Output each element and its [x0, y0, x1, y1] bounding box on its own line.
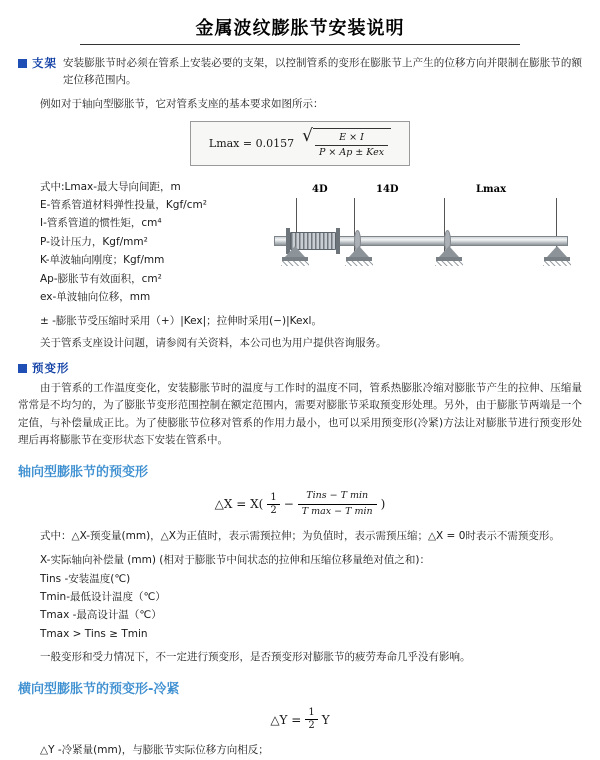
formula-lmax-denominator: P × Ap ± Kex	[315, 145, 388, 159]
document-page	[0, 14, 600, 757]
diagram-label-4d: 4D	[312, 183, 328, 195]
definition-item: E-管系管道材料弹性投量，Kgf/cm²	[40, 199, 207, 212]
definition-item: P-设计压力，Kgf/mm²	[40, 235, 148, 248]
section1-definitions	[18, 178, 268, 307]
section-heading-predeform: 预变形	[18, 360, 582, 376]
formula-delta-y-half: $\frac{1}{2}$	[305, 707, 317, 732]
section1-definition-last	[18, 312, 582, 330]
sqrt-icon: √ $\frac{E \times I}{\text{P × Ap ± Kex}}$	[302, 128, 391, 159]
formula-delta-x-fraction: Tins − T min T max − T min	[298, 490, 377, 518]
formula-lmax	[18, 121, 582, 166]
support-anchor	[544, 246, 570, 266]
definition-item: 式中:Lmax-最大导向间距，m	[40, 180, 181, 193]
flange-right	[336, 228, 340, 254]
definition-item: X-实际轴向补偿量 (mm) (相对于膨胀节中间状态的拉伸和压缩位移量绝对值之和)：	[40, 554, 430, 567]
formula-lmax-lhs: Lmax = 0.0157	[208, 136, 295, 150]
document-body	[0, 55, 600, 760]
square-bullet-icon	[18, 364, 27, 373]
definition-item: K-单波轴向刚度；Kgf/mm	[40, 254, 165, 267]
expansion-joint-diagram	[268, 182, 572, 290]
section3-paragraph-end: 一般变形和受力情况下，不一定进行预变形，是否预变形对膨胀节的疲劳寿命几乎没有影响。	[40, 651, 471, 664]
title-divider	[80, 44, 520, 45]
square-bullet-icon	[18, 59, 27, 68]
diagram-dimension-row	[268, 182, 574, 204]
diagram-pipe-assembly	[268, 224, 574, 258]
section3-note: 式中：△X-预变量(mm)，△X为正值时，表示需预拉伸；为负值时，表示需预压缩；△X = 0时表示不需预变形。	[40, 529, 560, 542]
formula-delta-y	[18, 707, 582, 732]
formula-delta-x-half: 1 2	[267, 492, 279, 517]
section-heading-axial-predeform: 轴向型膨胀节的预变形	[18, 465, 149, 481]
support-guide	[346, 246, 372, 266]
section-heading-support: 支架	[18, 55, 57, 71]
definition-item: ± -膨胀节受压缩时采用（+）|Kex|；拉伸时采用(−)|Kexl。	[40, 315, 322, 328]
definition-item: Tmax > Tins ≥ Tmin	[40, 627, 148, 640]
formula-delta-x-lhs: △X = X(	[214, 497, 264, 512]
formula-delta-y-rhs: Y	[321, 712, 330, 727]
section1-paragraph-2: 例如对于轴向型膨胀节，它对管系支座的基本要求如图所示：	[40, 97, 324, 110]
definition-item: I-管系管道的惯性矩，cm⁴	[40, 217, 162, 230]
definition-item: Tins -安装温度(℃)	[40, 572, 131, 585]
diagram-label-14d: 14D	[376, 183, 399, 195]
section3-definitions	[18, 551, 582, 643]
definition-item: Tmin-最低设计温度（℃）	[40, 591, 166, 603]
section-heading-lateral-predeform: 横向型膨胀节的预变形-冷紧	[18, 682, 180, 698]
support-anchor	[282, 246, 308, 266]
diagram-label-lmax: Lmax	[476, 183, 507, 195]
section4-note: △Y -冷紧量(mm)，与膨胀节实际位移方向相反；	[40, 744, 269, 757]
definition-item: ex-单波轴向位移，mm	[40, 290, 151, 303]
definition-item: Ap-膨胀节有效面积，cm²	[40, 272, 162, 285]
page-title: 金属波纹膨胀节安装说明	[195, 18, 405, 39]
section2-paragraph-1: 由于管系的工作温度变化，安装膨胀节时的温度与工作时的温度不同，管系热膨胀冷缩对膨胀节产生的拉伸、压缩量常常是不均匀的，为了膨胀节变形范围控制在额定范围内，需要对膨胀节采取预变形处理。另外，由于膨胀节两端是一个定值，与补偿量成正比。为了使膨胀节位移对管系的作用力最小，也可以采用预变形(冷紧)方法让对膨胀节进行预变形处理后再将膨胀节在变形状态下安装在管系中。	[18, 382, 582, 446]
formula-delta-x-minus: −	[283, 497, 294, 512]
section1-paragraph-1: 安装膨胀节时必须在管系上安装必要的支架，以控制管系的变形在膨胀节上产生的位移方向并限制在膨胀节的额定位移范围内。	[63, 57, 582, 87]
formula-delta-y-lhs: △Y =	[270, 712, 302, 727]
support-guide	[436, 246, 462, 266]
section1-paragraph-3: 关于管系支座设计问题，请参阅有关资料，本公司也为用户提供咨询服务。	[40, 336, 387, 349]
formula-lmax-numerator: E × I	[339, 131, 364, 143]
formula-delta-x	[18, 490, 582, 518]
definition-item: Tmax -最高设计温（℃）	[40, 609, 162, 622]
formula-delta-x-rhs: )	[380, 497, 386, 512]
